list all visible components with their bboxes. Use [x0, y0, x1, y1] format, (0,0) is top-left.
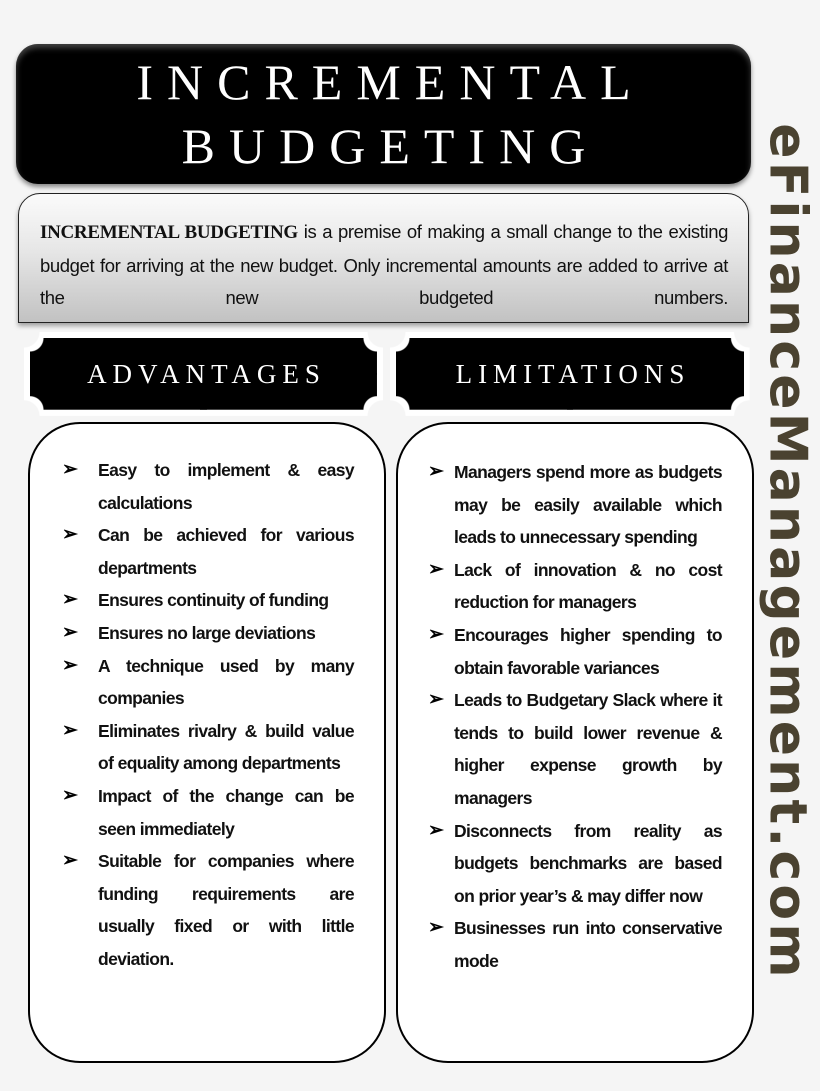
arrowhead-bullet-icon: ➢: [62, 589, 78, 611]
advantage-text: Eliminates rivalry & build value of equality among departments: [98, 720, 354, 774]
advantage-item: [62, 454, 354, 519]
advantages-list: [62, 454, 354, 976]
advantages-heading: ADVANTAGES: [87, 358, 326, 389]
limitation-item: [428, 554, 722, 619]
limitation-text: Encourages higher spending to obtain favorable variances: [454, 624, 722, 678]
arrowhead-bullet-icon: ➢: [428, 819, 444, 841]
definition-paragraph: [40, 216, 728, 315]
advantage-text: A technique used by many companies: [98, 655, 354, 709]
limitations-heading: LIMITATIONS: [455, 358, 691, 389]
advantages-list-box: [28, 422, 386, 1063]
advantages-banner: [24, 332, 383, 416]
title-banner: [16, 44, 751, 184]
arrowhead-bullet-icon: ➢: [62, 784, 78, 806]
arrowhead-bullet-icon: ➢: [62, 719, 78, 741]
limitation-item: [428, 684, 722, 814]
limitation-text: Managers spend more as budgets may be easily available which leads to unnecessary spending: [454, 462, 722, 548]
limitation-item: [428, 912, 722, 977]
arrowhead-bullet-icon: ➢: [62, 524, 78, 546]
limitation-item: [428, 815, 722, 913]
arrowhead-bullet-icon: ➢: [428, 689, 444, 711]
limitation-text: Disconnects from reality as budgets benchmarks are based on prior year’s & may differ now: [454, 820, 722, 906]
advantage-item: [62, 845, 354, 975]
title-line-2: BUDGETING: [181, 118, 600, 174]
arrowhead-bullet-icon: ➢: [62, 621, 78, 643]
definition-box: [18, 193, 749, 323]
arrowhead-bullet-icon: ➢: [428, 558, 444, 580]
advantage-item: [62, 780, 354, 845]
arrowhead-bullet-icon: ➢: [428, 917, 444, 939]
arrowhead-bullet-icon: ➢: [428, 461, 444, 482]
advantage-text: Suitable for companies where funding requirements are usually fixed or with little deviation.: [98, 851, 354, 969]
title-line-1: INCREMENTAL: [136, 54, 645, 110]
limitation-text: Leads to Budgetary Slack where it tends to build lower revenue & higher expense growth by managers: [454, 690, 722, 808]
advantage-item: [62, 519, 354, 584]
advantage-text: Ensures continuity of funding: [98, 590, 329, 611]
limitations-list-box: [396, 422, 754, 1063]
advantage-text: Can be achieved for various departments: [98, 525, 354, 578]
arrowhead-bullet-icon: ➢: [62, 654, 78, 676]
watermark: [758, 66, 819, 1038]
arrowhead-bullet-icon: ➢: [62, 459, 78, 480]
advantage-text: Impact of the change can be seen immediately: [98, 785, 354, 839]
limitation-item: [428, 456, 722, 554]
limitations-banner: [390, 332, 750, 416]
advantage-item: [62, 715, 354, 780]
limitations-list: [428, 456, 722, 978]
limitation-item: [428, 619, 722, 684]
watermark-text: eFinanceManagement.com: [758, 123, 819, 981]
arrowhead-bullet-icon: ➢: [428, 623, 444, 645]
advantage-text: Easy to implement & easy calculations: [98, 460, 354, 513]
limitation-text: Lack of innovation & no cost reduction for managers: [454, 559, 722, 613]
advantage-item: [62, 584, 354, 617]
definition-body: is a premise of making a small change to the existing budget for arriving at the new budget. Only incremental amounts are added to arrive at the new budgeted numbers.: [40, 221, 728, 308]
limitation-text: Businesses run into conservative mode: [454, 918, 722, 971]
advantage-text: Ensures no large deviations: [98, 622, 316, 643]
definition-term: INCREMENTAL BUDGETING: [40, 222, 298, 243]
advantage-item: [62, 617, 354, 650]
arrowhead-bullet-icon: ➢: [62, 850, 78, 872]
advantage-item: [62, 650, 354, 715]
